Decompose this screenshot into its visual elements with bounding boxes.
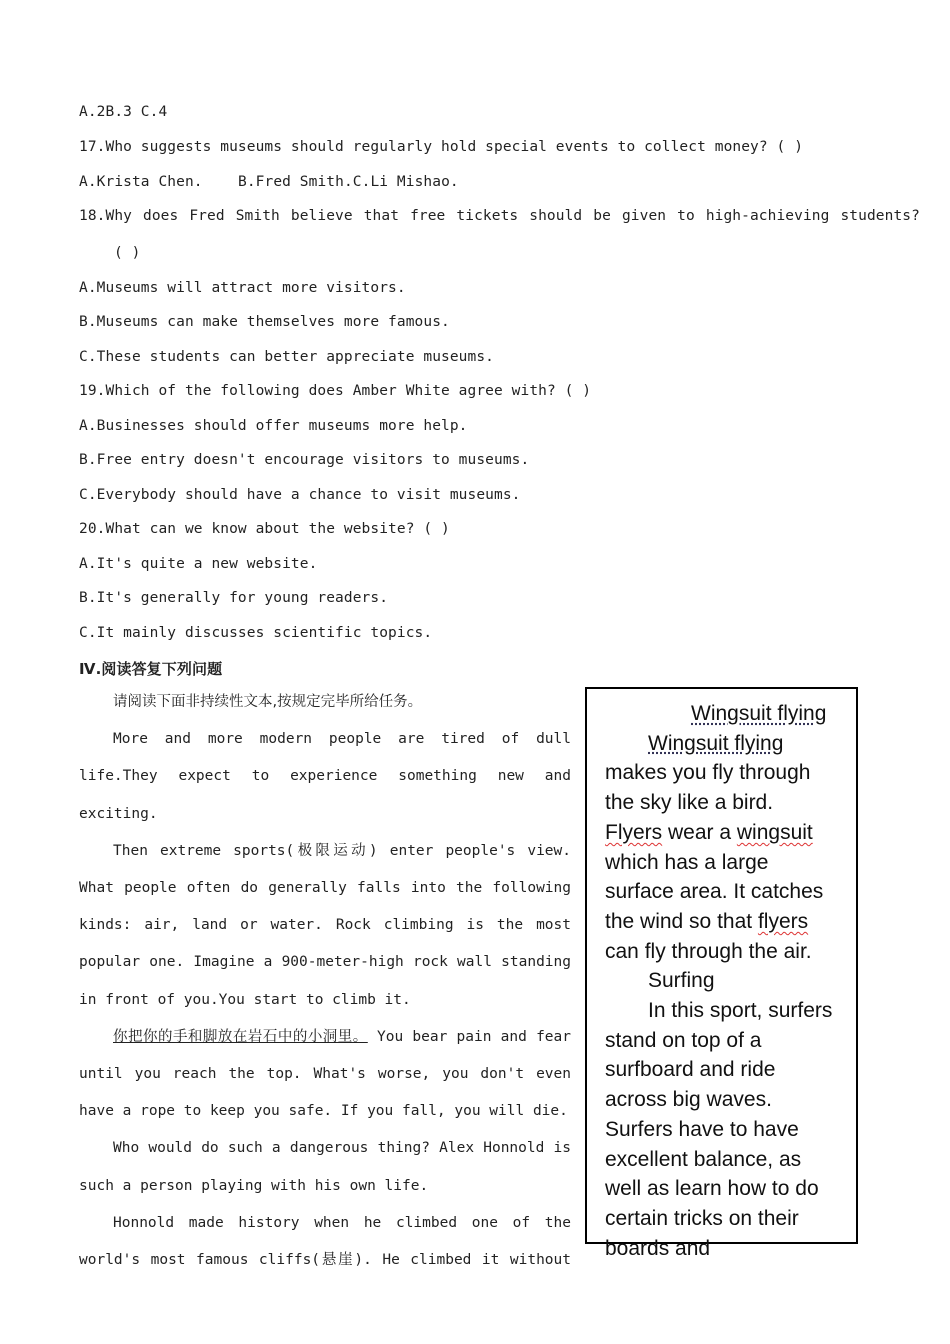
wingsuit-line-3: Flyers wear a wingsuit bbox=[605, 820, 813, 844]
surfing-title: Surfing bbox=[648, 969, 715, 993]
surfing-line-3: surfboard and ride bbox=[605, 1058, 776, 1082]
translation-sentence: 你把你的手和脚放在岩石中的小洞里。 bbox=[113, 1028, 368, 1045]
q18-stem: 18.Why does Fred Smith believe that free tickets should be given to high-achieving students? bbox=[79, 208, 920, 224]
q19-option-a: A.Businesses should offer museums more help. bbox=[79, 418, 468, 434]
q20-option-b: B.It's generally for young readers. bbox=[79, 590, 389, 606]
surfing-line-5: Surfers have to have bbox=[605, 1117, 799, 1141]
paragraph-3 bbox=[79, 1019, 571, 1131]
q17-option-bc: B.Fred Smith.C.Li Mishao. bbox=[238, 174, 459, 190]
surfing-line-9: boards and bbox=[605, 1236, 711, 1260]
q17-option-a: A.Krista Chen. bbox=[79, 174, 203, 190]
surfing-line-8: certain tricks on their bbox=[605, 1206, 799, 1230]
surfing-line-1: In this sport, surfers bbox=[648, 999, 833, 1023]
wingsuit-line-2: the sky like a bird. bbox=[605, 791, 774, 815]
surfing-line-7: well as learn how to do bbox=[605, 1177, 819, 1201]
q18-option-c: C.These students can better appreciate museums. bbox=[79, 349, 494, 365]
paragraph-5: Honnold made history when he climbed one of the world's most famous cliffs(悬崖). He climbed it without bbox=[79, 1214, 571, 1269]
q18-paren: ( ) bbox=[114, 245, 141, 261]
section-heading: Ⅳ.阅读答复下列问题 bbox=[79, 660, 223, 678]
q17-stem: 17.Who suggests museums should regularly hold special events to collect money? ( ) bbox=[79, 139, 804, 155]
surfing-line-2: stand on top of a bbox=[605, 1028, 762, 1052]
wingsuit-line-6: the wind so that flyers bbox=[605, 909, 809, 933]
wingsuit-line-4: which has a large bbox=[605, 850, 769, 874]
q18-option-a: A.Museums will attract more visitors. bbox=[79, 280, 406, 296]
extreme-sports-image-box bbox=[585, 687, 858, 1260]
q16-options: A.2B.3 C.4 bbox=[79, 104, 168, 120]
paragraph-1: More and more modern people are tired of dull life.They expect to experience something new and exciting. bbox=[79, 731, 571, 822]
reading-passage bbox=[79, 684, 571, 1279]
q18-option-b: B.Museums can make themselves more famous. bbox=[79, 314, 450, 330]
paragraph-4: Who would do such a dangerous thing? Alex Honnold is such a person playing with his own life. bbox=[79, 1140, 571, 1194]
paragraph-3-text: You bear pain and fear until you reach the top. What's worse, you don't even have a rope to keep you safe. If you fall, you will die. bbox=[79, 1028, 571, 1120]
q19-option-c: C.Everybody should have a chance to visit museums. bbox=[79, 487, 521, 503]
wingsuit-line-1: makes you fly through bbox=[605, 761, 811, 785]
wingsuit-lead: Wingsuit flying bbox=[648, 731, 784, 755]
wingsuit-line-5: surface area. It catches bbox=[605, 880, 824, 904]
sidebox-title: Wingsuit flying bbox=[691, 702, 827, 725]
surfing-line-4: across big waves. bbox=[605, 1088, 772, 1112]
q19-stem: 19.Which of the following does Amber White agree with? ( ) bbox=[79, 383, 592, 399]
wingsuit-line-7: can fly through the air. bbox=[605, 939, 812, 963]
paragraph-2: Then extreme sports(极限运动) enter people's view. What people often do generally falls into the following kinds: air, land or water. Rock climbing is the most popular one. Imagine a 900-meter-high rock wall standing in front of you.You start to climb it. bbox=[79, 842, 571, 1008]
surfing-line-6: excellent balance, as bbox=[605, 1147, 802, 1171]
q19-option-b: B.Free entry doesn't encourage visitors to museums. bbox=[79, 452, 530, 468]
q20-option-c: C.It mainly discusses scientific topics. bbox=[79, 625, 433, 641]
q20-option-a: A.It's quite a new website. bbox=[79, 556, 318, 572]
instruction: 请阅读下面非持续性文本,按规定完毕所给任务。 bbox=[113, 694, 423, 710]
q20-stem: 20.What can we know about the website? ( ) bbox=[79, 521, 450, 537]
